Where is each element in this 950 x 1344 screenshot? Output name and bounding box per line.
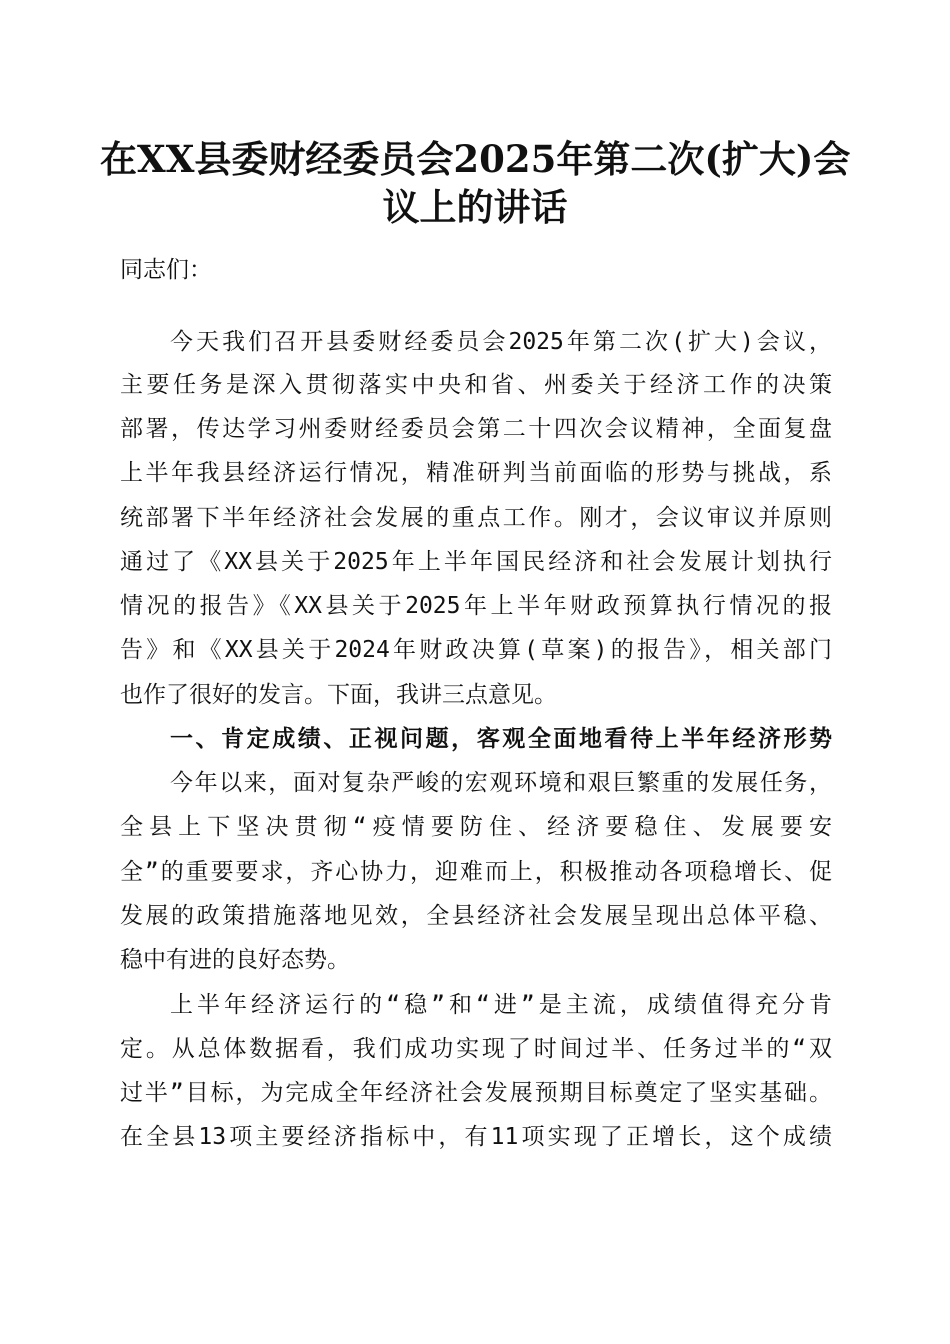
paragraph-1-line: 上半年我县经济运行情况，精准研判当前面临的形势与挑战，系	[120, 460, 832, 486]
paragraph-2-line: 今年以来，面对复杂严峻的宏观环境和艰巨繁重的发展任务，	[170, 770, 832, 796]
paragraph-1-line: 情况的报告》《XX县关于2025年上半年财政预算执行情况的报	[120, 593, 832, 619]
section-1-heading: 一、肯定成绩、正视问题，客观全面地看待上半年经济形势	[170, 726, 832, 752]
paragraph-2-line: 稳中有进的良好态势。	[120, 947, 350, 973]
paragraph-1-line: 通过了《XX县关于2025年上半年国民经济和社会发展计划执行	[120, 549, 832, 575]
paragraph-3-line: 在全县13项主要经济指标中，有11项实现了正增长，这个成绩	[120, 1124, 832, 1150]
paragraph-2-line: 全县上下坚决贯彻“疫情要防住、经济要稳住、发展要安	[120, 814, 832, 840]
paragraph-1-line: 告》和《XX县关于2024年财政决算(草案)的报告》，相关部门	[120, 637, 832, 663]
document-title-line-1: 在XX县委财经委员会2025年第二次(扩大)会	[100, 137, 851, 181]
paragraph-3-line: 定。从总体数据看，我们成功实现了时间过半、任务过半的“双	[120, 1036, 832, 1062]
document-title-line-2: 议上的讲话	[382, 185, 568, 229]
paragraph-1-line: 主要任务是深入贯彻落实中央和省、州委关于经济工作的决策	[120, 372, 832, 398]
paragraph-1-line: 部署，传达学习州委财经委员会第二十四次会议精神，全面复盘	[120, 416, 832, 442]
paragraph-3-line: 过半”目标，为完成全年经济社会发展预期目标奠定了坚实基础。	[120, 1080, 832, 1106]
paragraph-3-line: 上半年经济运行的“稳”和“进”是主流，成绩值得充分肯	[170, 992, 832, 1018]
paragraph-1-line: 也作了很好的发言。下面，我讲三点意见。	[120, 682, 557, 708]
paragraph-2-line: 发展的政策措施落地见效，全县经济社会发展呈现出总体平稳、	[120, 903, 832, 929]
salutation: 同志们：	[120, 257, 212, 283]
paragraph-1-line: 今天我们召开县委财经委员会2025年第二次(扩大)会议，	[170, 329, 832, 355]
paragraph-2-line: 全”的重要要求，齐心协力，迎难而上，积极推动各项稳增长、促	[120, 859, 832, 885]
paragraph-1-line: 统部署下半年经济社会发展的重点工作。刚才，会议审议并原则	[120, 505, 832, 531]
